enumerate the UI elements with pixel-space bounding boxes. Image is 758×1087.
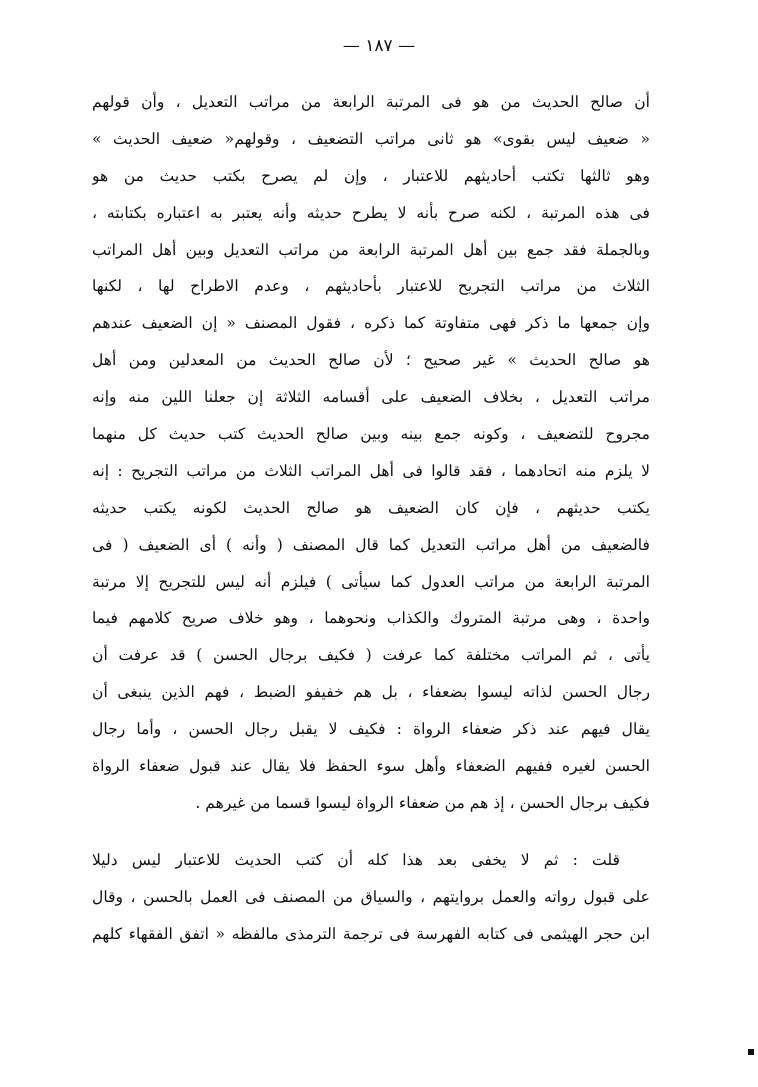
text-line: مجروح للتضعيف ، وكونه جمع بينه وبين صالح الحديث كتب حديث كل منهما xyxy=(92,425,650,444)
text-line: الثلاث من مراتب التجريح للاعتبار بأحاديثهم ، وعدم الاطراح لها ، لكنها xyxy=(92,277,650,296)
text-line: فالضعيف من أهل مراتب التعديل كما قال المصنف ( وأنه ) أى الضعيف ( فى xyxy=(92,535,650,554)
text-line: وهو ثالثها تكتب أحاديثهم للاعتبار ، وإن لم يصرح بكتب حديث من هو xyxy=(92,166,650,185)
text-line: لا يلزم منه اتحادهما ، فقد قالوا فى أهل المراتب الثلاث من مراتب التجريح : إنه xyxy=(92,461,650,480)
text-line: قلت : ثم لا يخفى بعد هذا كله أن كتب الحديث للاعتبار ليس دليلا xyxy=(92,850,620,869)
text-line: الحسن لغيره ففيهم الضعفاء وأهل سوء الحفظ فلا يقال عند قبول ضعفاء الرواة xyxy=(92,757,650,776)
text-line: رجال الحسن لذاته ليسوا بضعفاء ، بل هم خفيفو الضبط ، فهم الذين ينبغى أن xyxy=(92,683,650,702)
text-line: فكيف برجال الحسن ، إذ هم من ضعفاء الرواة ليسوا قسما من غيرهم . xyxy=(195,793,650,812)
text-line: هو صالح الحديث » غير صحيح ؛ لأن صالح الحديث من المعدلين ومن أهل xyxy=(92,351,650,370)
text-line: يأتى ، ثم المراتب مختلفة كما عرفت ( فكيف برجال الحسن ) قد عرفت أن xyxy=(92,646,650,665)
text-line: وإن جمعها ما ذكر فهى متفاوتة كما ذكره ، فقول المصنف « إن الضعيف عندهم xyxy=(92,314,650,333)
scan-speck xyxy=(748,1049,754,1055)
page-number: — ١٨٧ — xyxy=(342,36,416,56)
text-line: واحدة ، وهى مرتبة المتروك والكذاب ونحوهما ، وهو خلاف صريح كلامهم فيما xyxy=(92,609,650,628)
text-line: على قبول رواته والعمل بروايتهم ، والسياق من المصنف فى العمل بالحسن ، وقال xyxy=(92,887,650,906)
text-line: المرتبة الرابعة من مراتب العدول كما سيأتى ) فيلزم أنه ليس للتجريح إلا مرتبة xyxy=(92,572,650,591)
text-line: أن صالح الحديث من هو فى المرتبة الرابعة من مراتب التعديل ، وأن قولهم xyxy=(92,93,650,111)
body-text xyxy=(92,84,650,952)
text-line: فى هذه المرتبة ، لكنه صرح بأنه لا يطرح حديثه وأنه يعتبر به اعتباره بكتابته ، xyxy=(92,203,650,222)
text-line: ابن حجر الهيثمى فى كتابه الفهرسة فى ترجمة الترمذى مالفظه « اتفق الفقهاء كلهم xyxy=(92,924,650,943)
text-line: « ضعيف ليس بقوى» هو ثانى مراتب التضعيف ، وقولهم« ضعيف الحديث » xyxy=(92,129,650,148)
paragraph-gap xyxy=(92,822,650,842)
text-line: يقال فيهم عند ذكر ضعفاء الرواة : فكيف لا يقبل رجال الحسن ، وأما رجال xyxy=(92,720,650,739)
text-line: يكتب حديثهم ، فإن كان الضعيف هو صالح الحديث لكونه يكتب حديثه xyxy=(92,498,650,517)
text-line: وبالجملة فقد جمع بين أهل المرتبة الرابعة من مراتب التعديل وبين أهل المراتب xyxy=(92,240,650,259)
text-line: مراتب التعديل ، بخلاف الضعيف على أقسامه الثلاثة إن جعلنا اللين منه وإنه xyxy=(92,388,650,407)
